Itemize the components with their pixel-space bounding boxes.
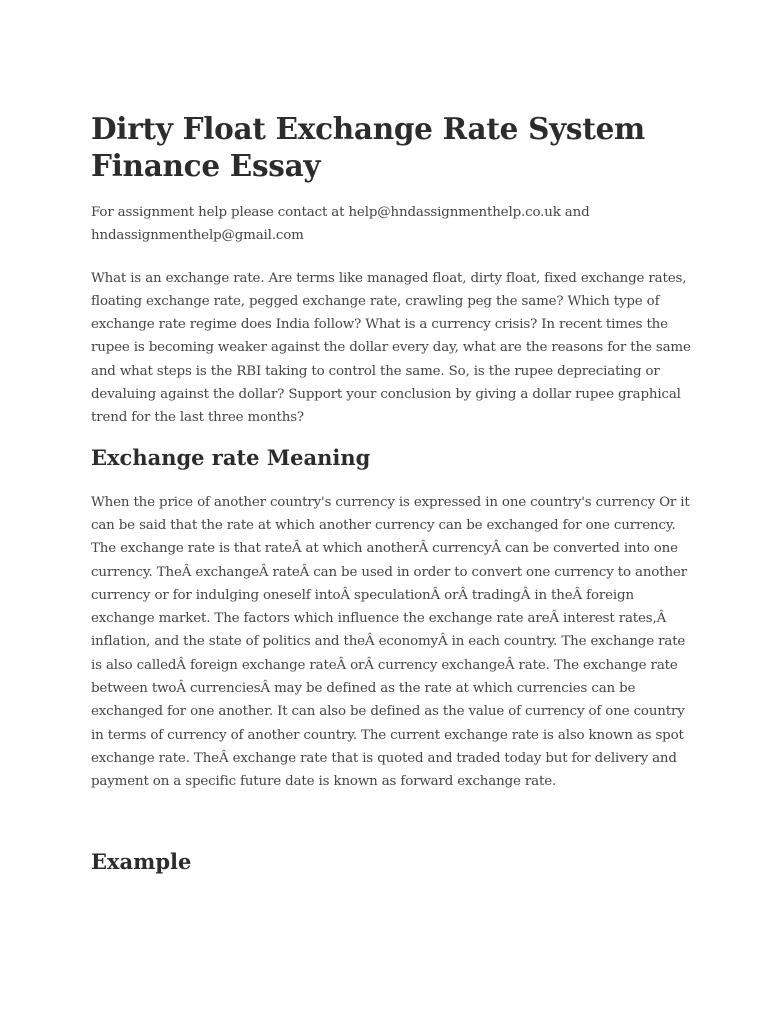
page-title: Dirty Float Exchange Rate System Finance Essay (91, 111, 645, 183)
contact-paragraph: For assignment help please contact at help@hndassignmenthelp.co.uk and hndassignmenthelp@gmail.com (91, 205, 590, 244)
intro-paragraph: What is an exchange rate. Are terms like managed float, dirty float, fixed exchange rates, floating exchange rate, pegged exchange rate, crawling peg the same? Which type of exchange rate regime does India follow? What is a currency crisis? In recent times the rupee is becoming weaker against the dollar every day, what are the reasons for the same and what steps is the RBI taking to control the same. So, is the rupee depreciating or devaluing against the dollar? Support your conclusion by giving a dollar rupee graphical trend for the last three months? (91, 270, 691, 426)
section-body-exchange-rate-meaning: When the price of another country's currency is expressed in one country's currency Or it can be said that the rate at which another currency can be exchanged for one currency. The exchange rate is that rateÂ at which anotherÂ currencyÂ can be converted into one currency. TheÂ exchangeÂ rateÂ can be used in order to convert one currency to another currency or for indulging oneself intoÂ speculationÂ orÂ tradingÂ in theÂ foreign exchange market. The factors which influence the exchange rate areÂ interest rates,Â inflation, and the state of politics and theÂ economyÂ in each country. The exchange rate is also calledÂ foreign exchange rateÂ orÂ currency exchangeÂ rate. The exchange rate between twoÂ currenciesÂ may be defined as the rate at which currencies can be exchanged for one another. It can also be defined as the value of currency of one country in terms of currency of another country. The current exchange rate is also known as spot exchange rate. TheÂ exchange rate that is quoted and traded today but for delivery and payment on a specific future date is known as forward exchange rate. (91, 494, 690, 790)
section-heading-exchange-rate-meaning: Exchange rate Meaning (91, 444, 371, 470)
section-heading-example: Example (91, 848, 192, 874)
article (91, 110, 691, 876)
